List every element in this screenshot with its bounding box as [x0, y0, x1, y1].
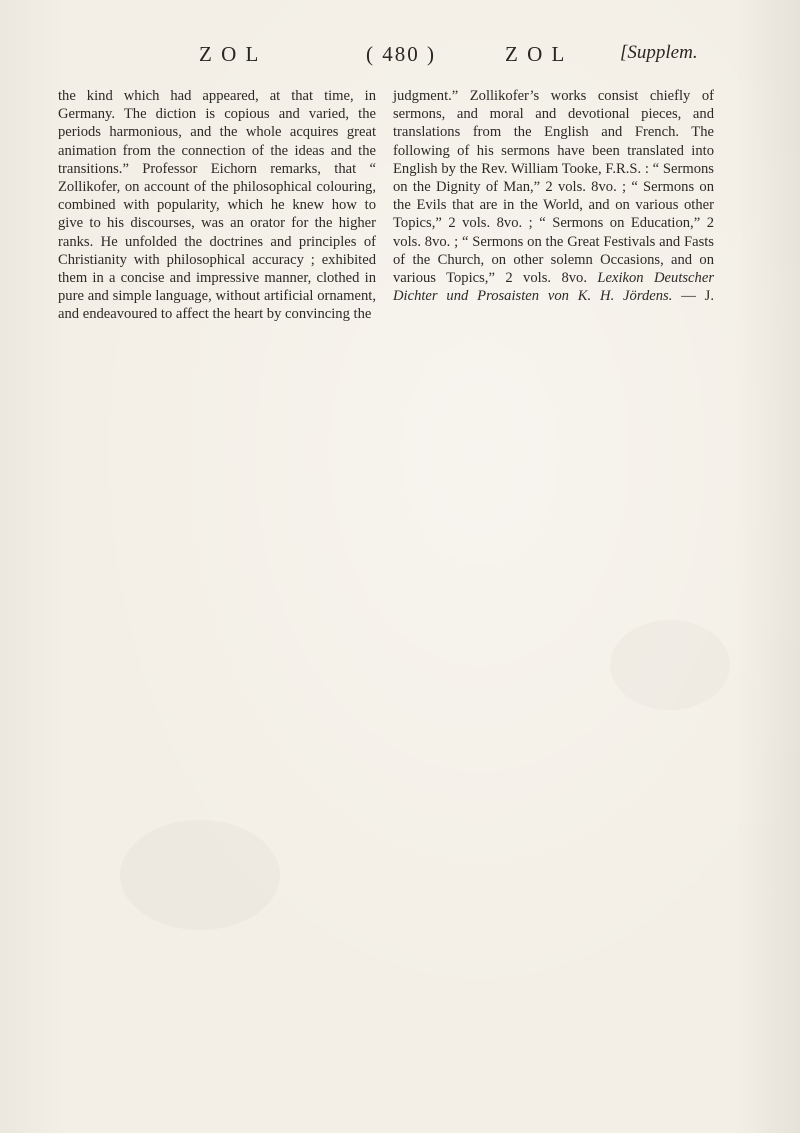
right-column-paragraph — [393, 87, 714, 324]
right-column-text: judgment.” Zollikofer’s works consist chiefly of sermons, and moral and devotional pieces, and translations from the English and French. The following of his sermons have been translated into English by the Rev. William Tooke, F.R.S. : “ Sermons on the Dignity of Man,” 2 vols. 8vo. ; “ Sermons on the Evils that are in the World, and on various other Topics,” 2 vols. 8vo. ; “ Sermons on Education,” 2 vols. 8vo. ; “ Sermons on the Great Festivals and Fasts of the Church, on other solemn Occasions, and on various Topics,” 2 vols. 8vo. — [393, 88, 714, 287]
section-label-text: [Supplem. — [620, 42, 698, 63]
header-right-word: Z O L — [505, 42, 567, 66]
author-signature: — J. — [681, 288, 714, 305]
left-column — [58, 87, 376, 324]
left-column-paragraph: the kind which had appeared, at that time, in Germany. The diction is copious and varied, the periods harmonious, and the whole acquires great animation from the connection of the ideas and the transitions.” Professor Eichorn remarks, that “ Zollikofer, on account of the philosophical colouring, combined with popularity, which he knew how to give to his discourses, was an orator for the higher ranks. He unfolded the doctrines and principles of Christianity with philosophical accuracy ; exhibited them in a concise and impressive manner, clothed in pure and simple language, without artificial ornament, and endeavoured to affect the heart by convincing the — [58, 88, 376, 323]
citation: Lexikon Deutscher Dichter und Prosaisten von K. H. Jördens. — [393, 270, 714, 305]
paper-stain — [610, 620, 730, 710]
section-label — [620, 42, 698, 64]
paper-stain — [120, 820, 280, 930]
page-number: ( 480 ) — [366, 42, 436, 66]
right-column — [393, 87, 714, 324]
header-left-word: Z O L — [199, 42, 261, 66]
running-header — [0, 42, 800, 72]
